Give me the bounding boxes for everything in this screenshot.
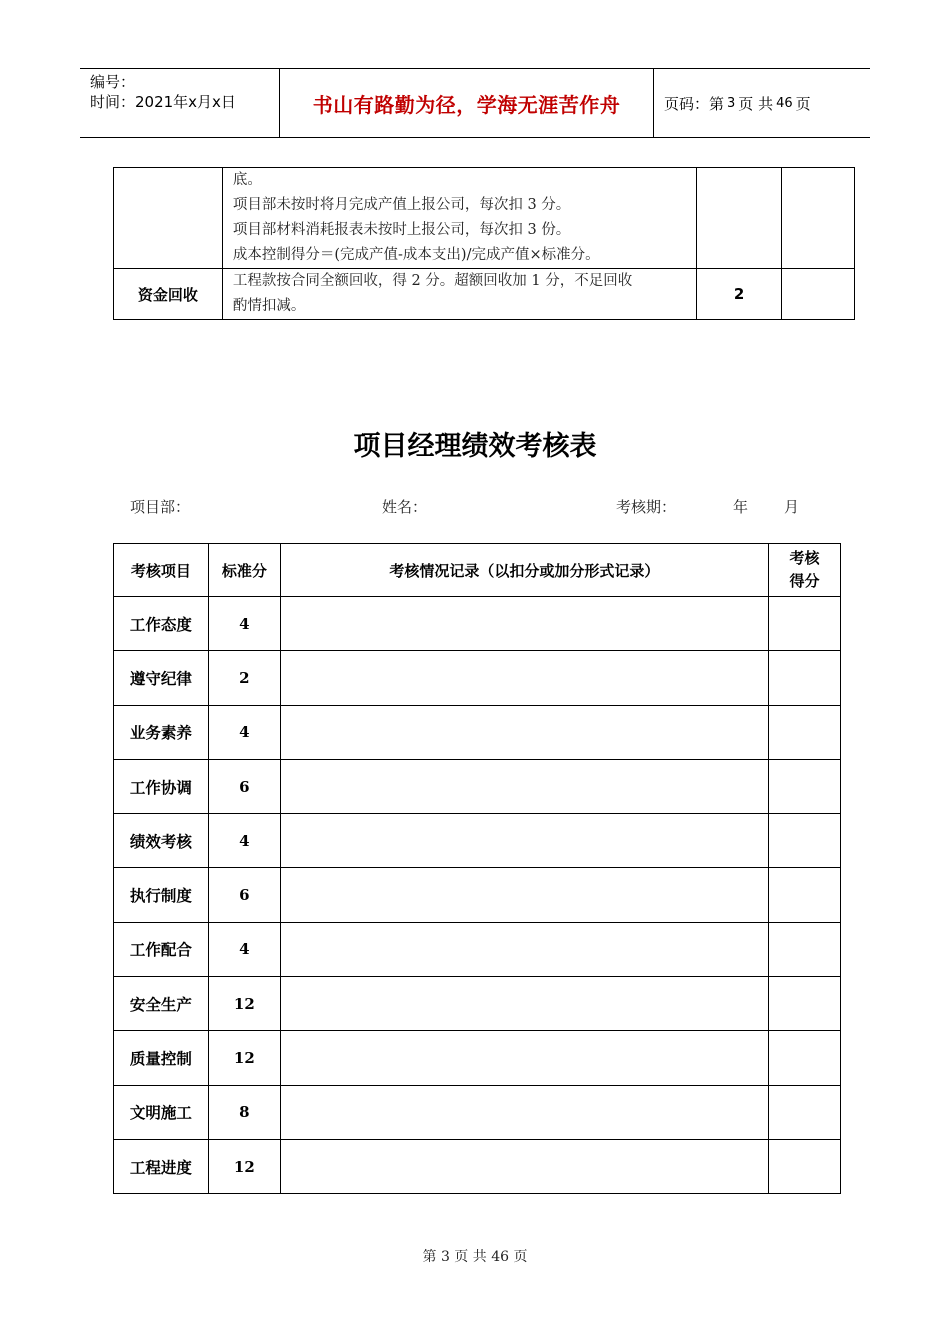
record-cell[interactable] <box>280 705 768 759</box>
table-row <box>114 922 841 976</box>
std-cell: 4 <box>208 814 280 868</box>
header-std: 标准分 <box>208 544 280 597</box>
item-cell <box>114 168 223 269</box>
page-header <box>80 68 870 138</box>
std-cell: 12 <box>208 1031 280 1085</box>
continued-table <box>113 167 855 320</box>
record-cell[interactable] <box>280 977 768 1031</box>
time-label: 时间：2021年x月x日 <box>90 93 236 111</box>
item-cell: 业务素养 <box>114 705 209 759</box>
header-score <box>769 544 841 597</box>
table-header-row <box>114 544 841 597</box>
record-cell[interactable] <box>280 868 768 922</box>
appraisal-table <box>113 543 841 1194</box>
score-cell[interactable] <box>769 868 841 922</box>
header-score-line: 得分 <box>789 572 820 590</box>
item-cell: 工作配合 <box>114 922 209 976</box>
header-motto-cell <box>280 69 654 137</box>
table-row <box>114 1031 841 1085</box>
table-row <box>114 759 841 813</box>
page-footer: 第 3 页 共 46 页 <box>422 1249 528 1265</box>
std-cell: 6 <box>208 868 280 922</box>
std-cell: 4 <box>208 705 280 759</box>
item-cell: 遵守纪律 <box>114 651 209 705</box>
item-cell: 工程进度 <box>114 1139 209 1193</box>
page-mid: 页 共 <box>738 94 774 113</box>
name-label: 姓名： <box>382 498 428 516</box>
record-cell[interactable] <box>280 759 768 813</box>
table-row <box>114 977 841 1031</box>
std-cell: 8 <box>208 1085 280 1139</box>
criteria-line: 项目部未按时将月完成产值上报公司，每次扣 3 分。 <box>232 197 571 213</box>
std-score-cell <box>697 168 782 269</box>
item-cell: 安全生产 <box>114 977 209 1031</box>
criteria-cell <box>222 168 696 269</box>
motto: 书山有路勤为径，学海无涯苦作舟 <box>312 92 621 117</box>
page-number: 3 <box>727 95 736 111</box>
table-row <box>114 597 841 651</box>
period-label: 考核期： <box>616 498 677 516</box>
table-row <box>114 868 841 922</box>
table-row <box>114 814 841 868</box>
std-cell: 12 <box>208 977 280 1031</box>
page-prefix: 页码：第 <box>664 94 725 113</box>
year-label: 年 <box>733 498 749 516</box>
header-score-line: 考核 <box>789 549 820 567</box>
criteria-cell <box>222 269 696 320</box>
header-page-info <box>654 69 870 137</box>
item-cell: 质量控制 <box>114 1031 209 1085</box>
criteria-line: 项目部材料消耗报表未按时上报公司，每次扣 3 份。 <box>232 222 571 238</box>
score-cell[interactable] <box>769 977 841 1031</box>
std-cell: 12 <box>208 1139 280 1193</box>
table-row <box>114 1139 841 1193</box>
table-row <box>114 705 841 759</box>
criteria-line: 工程款按合同全额回收，得 2 分。超额回收加 1 分，不足回收 <box>232 273 633 289</box>
record-cell[interactable] <box>280 597 768 651</box>
table-row <box>114 1085 841 1139</box>
score-cell[interactable] <box>769 705 841 759</box>
header-info <box>80 69 280 137</box>
page-total: 46 <box>776 95 793 111</box>
std-cell: 4 <box>208 597 280 651</box>
score-cell[interactable] <box>769 814 841 868</box>
record-cell[interactable] <box>280 1139 768 1193</box>
record-cell[interactable] <box>280 922 768 976</box>
header-item: 考核项目 <box>114 544 209 597</box>
code-label: 编号： <box>90 73 136 91</box>
score-cell[interactable] <box>769 1031 841 1085</box>
std-cell: 2 <box>208 651 280 705</box>
item-cell: 文明施工 <box>114 1085 209 1139</box>
form-title: 项目经理绩效考核表 <box>353 431 597 462</box>
score-cell[interactable] <box>769 922 841 976</box>
record-cell[interactable] <box>280 1031 768 1085</box>
score-cell[interactable] <box>782 168 855 269</box>
item-cell: 工作态度 <box>114 597 209 651</box>
std-cell: 4 <box>208 922 280 976</box>
table-row <box>114 269 855 320</box>
record-cell[interactable] <box>280 651 768 705</box>
item-cell: 工作协调 <box>114 759 209 813</box>
criteria-line: 成本控制得分＝(完成产值-成本支出)/完成产值×标准分。 <box>232 247 600 263</box>
score-cell[interactable] <box>769 597 841 651</box>
record-cell[interactable] <box>280 1085 768 1139</box>
table-row <box>114 168 855 269</box>
score-cell[interactable] <box>769 1085 841 1139</box>
header-record: 考核情况记录（以扣分或加分形式记录） <box>280 544 768 597</box>
item-cell: 执行制度 <box>114 868 209 922</box>
std-cell: 6 <box>208 759 280 813</box>
item-cell: 绩效考核 <box>114 814 209 868</box>
record-cell[interactable] <box>280 814 768 868</box>
score-cell[interactable] <box>769 1139 841 1193</box>
score-cell[interactable] <box>769 759 841 813</box>
criteria-line: 酌情扣减。 <box>232 298 306 314</box>
page-suffix: 页 <box>795 94 811 113</box>
score-cell[interactable] <box>769 651 841 705</box>
std-score-cell: 2 <box>697 269 782 320</box>
score-cell[interactable] <box>782 269 855 320</box>
item-cell: 资金回收 <box>114 269 223 320</box>
dept-label: 项目部： <box>130 498 191 516</box>
table-row <box>114 651 841 705</box>
criteria-line: 底。 <box>232 172 262 188</box>
month-label: 月 <box>784 498 800 516</box>
